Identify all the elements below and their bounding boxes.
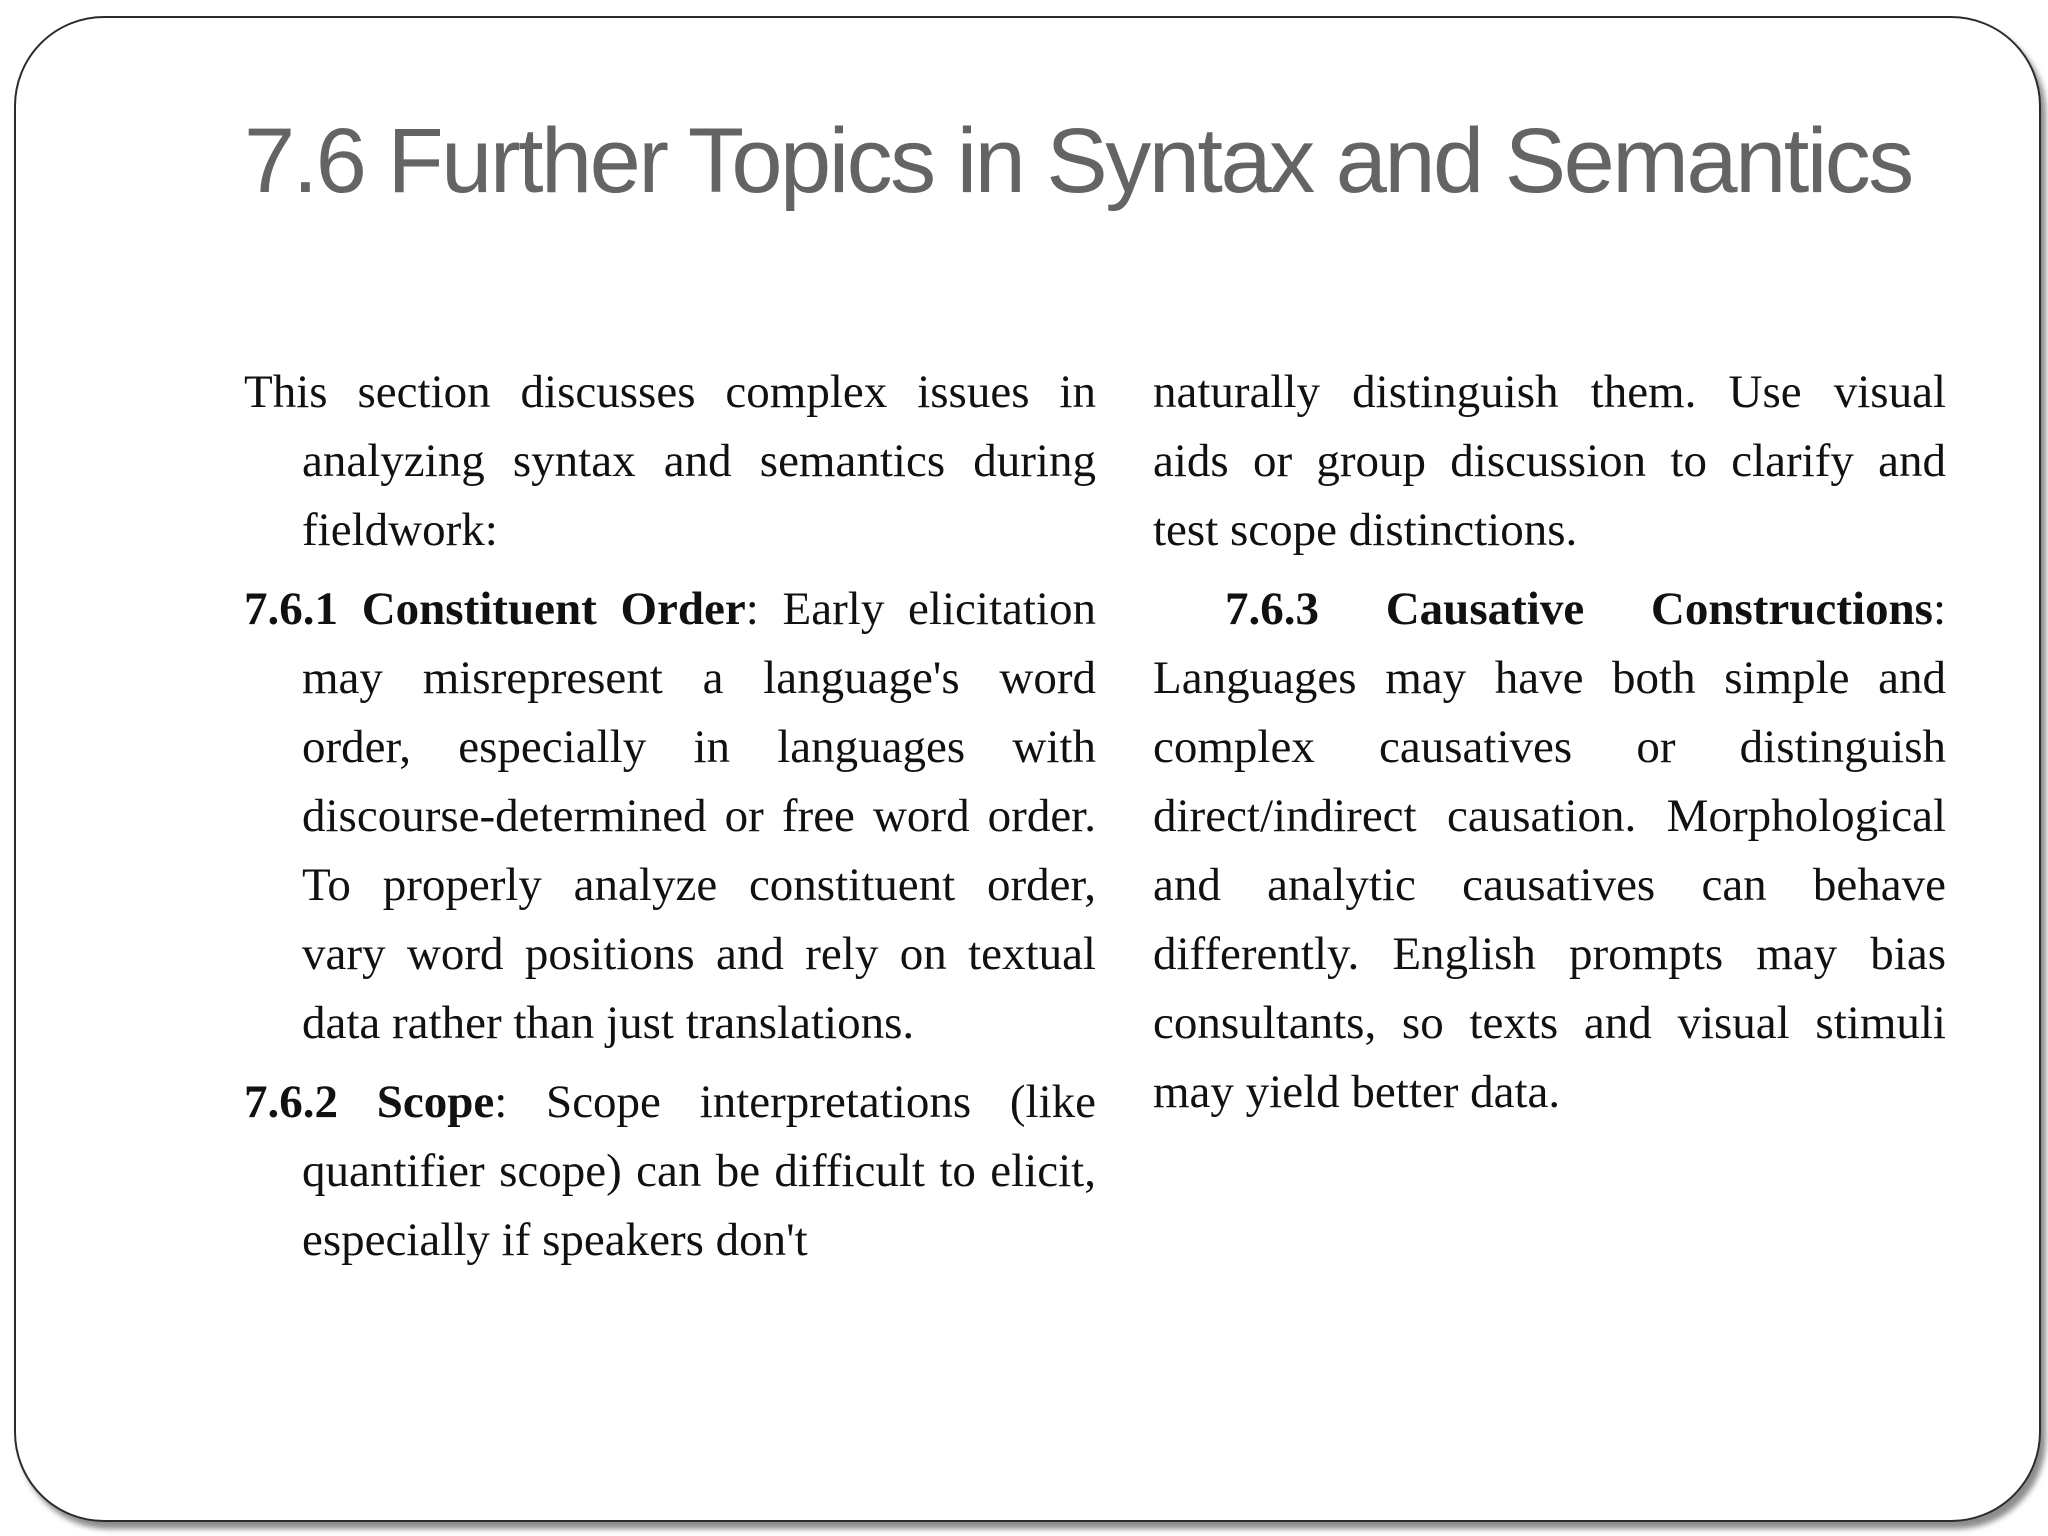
causative-heading: 7.6.3 Causative Constructions (1225, 583, 1933, 635)
slide-title: 7.6 Further Topics in Syntax and Semantics (244, 110, 1912, 212)
causative-body: Languages may have both simple and complex causatives or distinguish direct/indirect causation. Morphological and analytic causatives can behave differently. English prompts may bias consultants, so texts and visual stimuli may yield better data. (1153, 652, 1946, 1118)
constituent-order-heading: 7.6.1 Constituent Order (244, 583, 746, 635)
constituent-order-paragraph (244, 575, 1096, 1058)
causative-paragraph (1153, 575, 1946, 1127)
scope-paragraph (244, 1068, 1096, 1275)
right-column (1153, 358, 1946, 1137)
slide-frame (14, 16, 2041, 1522)
scope-body: Scope interpretations (like quantifier scope) can be difficult to elicit, especially if speakers don't (302, 1076, 1096, 1266)
scope-separator: : (494, 1076, 508, 1128)
left-column (244, 358, 1096, 1285)
causative-separator: : (1932, 583, 1946, 635)
scope-continued-paragraph: naturally distinguish them. Use visual aids or group discussion to clarify and test scope distinctions. (1153, 366, 1946, 556)
scope-heading: 7.6.2 Scope (244, 1076, 495, 1128)
intro-paragraph: This section discusses complex issues in analyzing syntax and semantics during fieldwork: (244, 366, 1096, 556)
constituent-order-body: Early elicitation may misrepresent a language's word order, especially in languages with discourse-determined or free word order. To properly analyze constituent order, vary word positions and rely on textual data rather than just translations. (302, 583, 1096, 1049)
constituent-order-separator: : (745, 583, 759, 635)
